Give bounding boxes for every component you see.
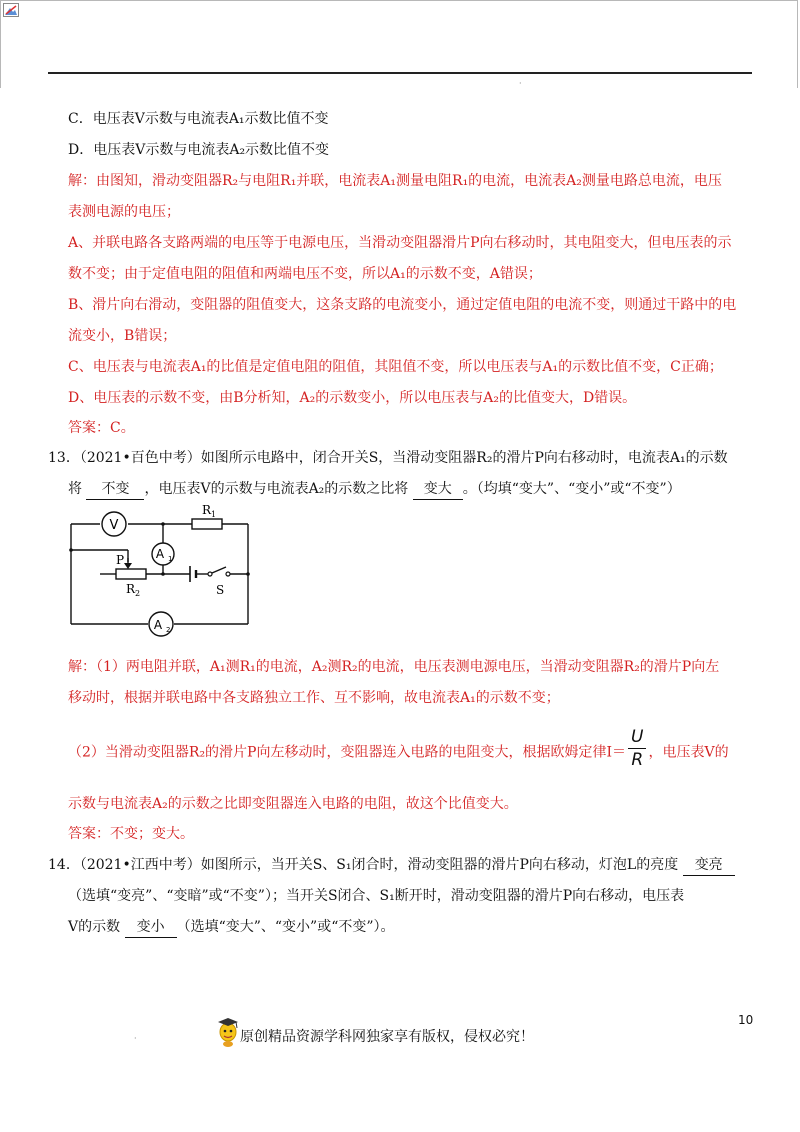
solution-13-line: 解：（1）两电阻并联，A₁测R₁的电流，A₂测R₂的电流，电压表测电源电压，当滑动变阻器R₂的滑片P向左 xyxy=(68,659,720,675)
rheostat-r2 xyxy=(116,569,146,579)
page-header-frame xyxy=(0,0,798,88)
junction-dot xyxy=(246,572,250,576)
switch-contact xyxy=(226,572,230,576)
solution-13-line: 移动时，根据并联电路中各支路独立工作、互不影响，故电流表A₁的示数不变； xyxy=(68,690,560,706)
solution-12-line: C、电压表与电流表A₁的比值是定值电阻的阻值，其阻值不变，所以电压表与A₁的示数比值不变，C正确； xyxy=(68,359,723,375)
a2-subscript: 2 xyxy=(166,626,171,634)
question-13-text: ，电压表V的示数与电流表A₂的示数之比将 xyxy=(144,481,409,497)
answer-blank: 不变 xyxy=(86,479,144,500)
mascot-icon xyxy=(214,1016,242,1048)
r2-label: R xyxy=(126,582,136,596)
switch-contact xyxy=(208,572,212,576)
question-14-text: V的示数 xyxy=(68,919,121,935)
solution-12-line: D、电压表的示数不变，由B分析知，A₂的示数变小，所以电压表与A₂的比值变大，D错误。 xyxy=(68,390,637,406)
resistor-r1 xyxy=(192,519,222,529)
question-13-text: 将 xyxy=(68,481,82,497)
solution-13-line xyxy=(68,727,729,775)
solution-12-line: 流变小，B错误； xyxy=(68,328,177,344)
switch-lever xyxy=(212,567,226,573)
footer-dot: · xyxy=(134,1034,137,1043)
answer-blank: 变亮 xyxy=(683,855,735,876)
question-13-line2 xyxy=(68,479,681,500)
slider-arrow xyxy=(124,563,132,569)
solution-13-text: ，电压表V的 xyxy=(648,744,729,761)
answer-13: 答案：不变；变大。 xyxy=(68,826,194,842)
junction-dot xyxy=(69,548,73,552)
question-13-text: （2021•百色中考）如图所示电路中，闭合开关S，当滑动变阻器R₂的滑片P向右移动时，电流表A₁的示数 xyxy=(79,450,728,466)
r1-label: R xyxy=(202,503,212,517)
header-rule xyxy=(48,72,752,74)
question-14-line2: （选填“变亮”、“变暗”或“不变”）；当开关S闭合、S₁断开时，滑动变阻器的滑片P向右移动，电压表 xyxy=(68,888,685,904)
p-label: P xyxy=(116,553,125,567)
solution-12-line: 数不变；由于定值电阻的阻值和两端电压不变，所以A₁的示数不变，A错误； xyxy=(68,266,542,282)
s-label: S xyxy=(216,583,225,597)
fraction-numerator: U xyxy=(628,726,646,749)
option-c: C．电压表V示数与电流表A₁示数比值不变 xyxy=(68,111,329,127)
answer-12: 答案：C。 xyxy=(68,420,135,436)
question-13-number: 13． xyxy=(48,450,80,466)
question-14-line3 xyxy=(68,917,395,938)
junction-dot xyxy=(161,522,165,526)
option-d: D．电压表V示数与电流表A₂示数比值不变 xyxy=(68,142,330,158)
r1-subscript: 1 xyxy=(211,510,217,519)
page-number: 10 xyxy=(738,1013,754,1027)
header-dot: · xyxy=(519,79,522,88)
fraction-denominator: R xyxy=(631,750,644,770)
circuit-diagram xyxy=(66,500,260,640)
question-13-stem xyxy=(48,448,728,468)
question-14-stem xyxy=(48,855,735,876)
a2-label: A xyxy=(153,618,163,632)
question-14-text: （2021•江西中考）如图所示，当开关S、S₁闭合时，滑动变阻器的滑片P向右移动，灯泡L的亮度 xyxy=(79,857,679,873)
question-14-number: 14． xyxy=(48,857,80,873)
a1-label: A xyxy=(155,547,165,561)
solution-12-line: A、并联电路各支路两端的电压等于电源电压，当滑动变阻器滑片P向右移动时，其电阻变大，但电压表的示 xyxy=(68,235,732,251)
answer-blank: 变小 xyxy=(125,917,177,938)
a1-subscript: 1 xyxy=(168,555,173,563)
solution-13-line: 示数与电流表A₂的示数之比即变阻器连入电路的电阻，故这个比值变大。 xyxy=(68,796,518,812)
r2-subscript: 2 xyxy=(135,589,141,598)
junction-dot xyxy=(161,572,165,576)
solution-13-text: （2）当滑动变阻器R₂的滑片P向左移动时，变阻器连入电路的电阻变大，根据欧姆定律I＝ xyxy=(68,744,627,761)
solution-12-line: B、滑片向右滑动，变阻器的阻值变大，这条支路的电流变小，通过定值电阻的电流不变，则通过干路中的电 xyxy=(68,297,737,313)
solution-12-line: 表测电源的电压； xyxy=(68,204,180,220)
question-13-text: 。（均填“变大”、“变小”或“不变”） xyxy=(462,481,681,497)
voltmeter-label: V xyxy=(109,518,119,533)
footer-copyright: 原创精品资源学科网独家享有版权，侵权必究！ xyxy=(240,1029,534,1045)
question-14-text: （选填“变大”、“变小”或“不变”）。 xyxy=(176,919,395,935)
solution-12-line: 解：由图知，滑动变阻器R₂与电阻R₁并联，电流表A₁测量电阻R₁的电流，电流表A₂测量电路总电流，电压 xyxy=(68,173,722,189)
broken-image-icon xyxy=(3,3,19,17)
ohms-law-fraction xyxy=(628,726,646,771)
answer-blank: 变大 xyxy=(413,479,463,500)
